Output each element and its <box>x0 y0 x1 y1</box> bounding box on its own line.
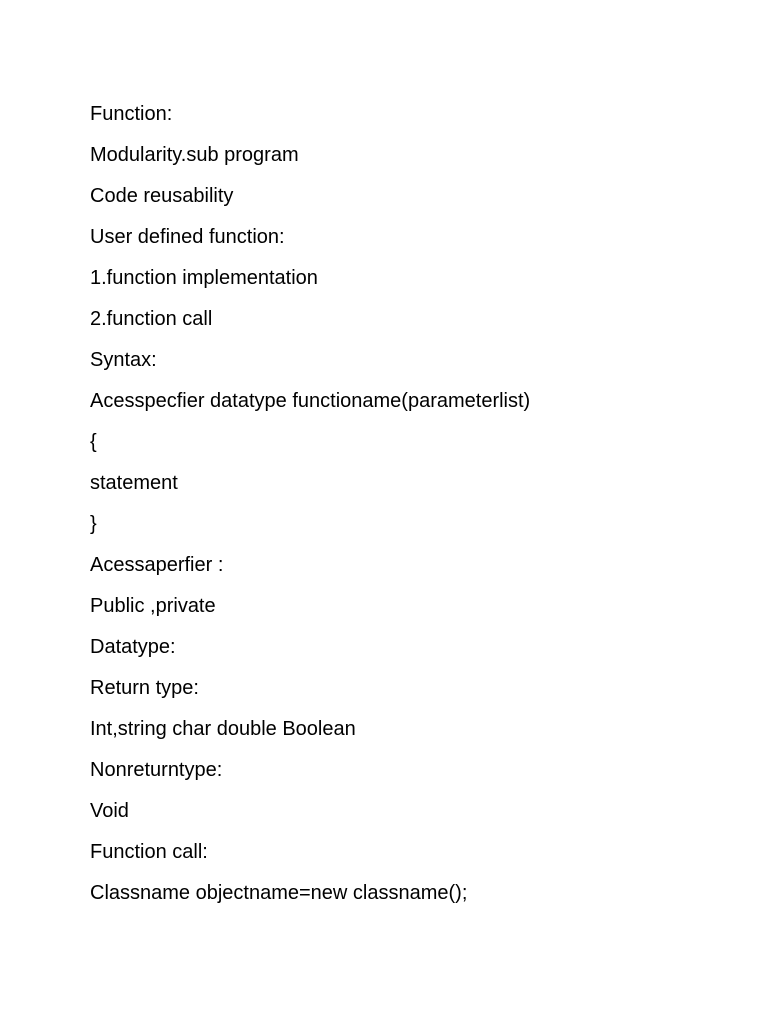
heading-nonreturntype: Nonreturntype: <box>90 759 223 781</box>
text-line: Public ,private <box>90 595 216 617</box>
text-line: Code reusability <box>90 185 234 207</box>
text-line: Int,string char double Boolean <box>90 718 356 740</box>
heading-function: Function: <box>90 103 173 125</box>
heading-function-call: Function call: <box>90 841 208 863</box>
text-line: 1.function implementation <box>90 267 318 289</box>
heading-datatype: Datatype: <box>90 636 176 658</box>
heading-access-specifier: Acessaperfier : <box>90 554 224 576</box>
open-brace: { <box>90 431 97 453</box>
code-line: Classname objectname=new classname(); <box>90 882 468 904</box>
text-line: Modularity.sub program <box>90 144 299 166</box>
syntax-statement: statement <box>90 472 178 494</box>
text-line: 2.function call <box>90 308 213 330</box>
text-line: Void <box>90 800 129 822</box>
heading-syntax: Syntax: <box>90 349 157 371</box>
heading-return-type: Return type: <box>90 677 199 699</box>
close-brace: } <box>90 513 97 535</box>
document-body <box>90 94 710 914</box>
heading-user-defined-function: User defined function: <box>90 226 285 248</box>
syntax-signature: Acesspecfier datatype functioname(parameterlist) <box>90 390 531 412</box>
